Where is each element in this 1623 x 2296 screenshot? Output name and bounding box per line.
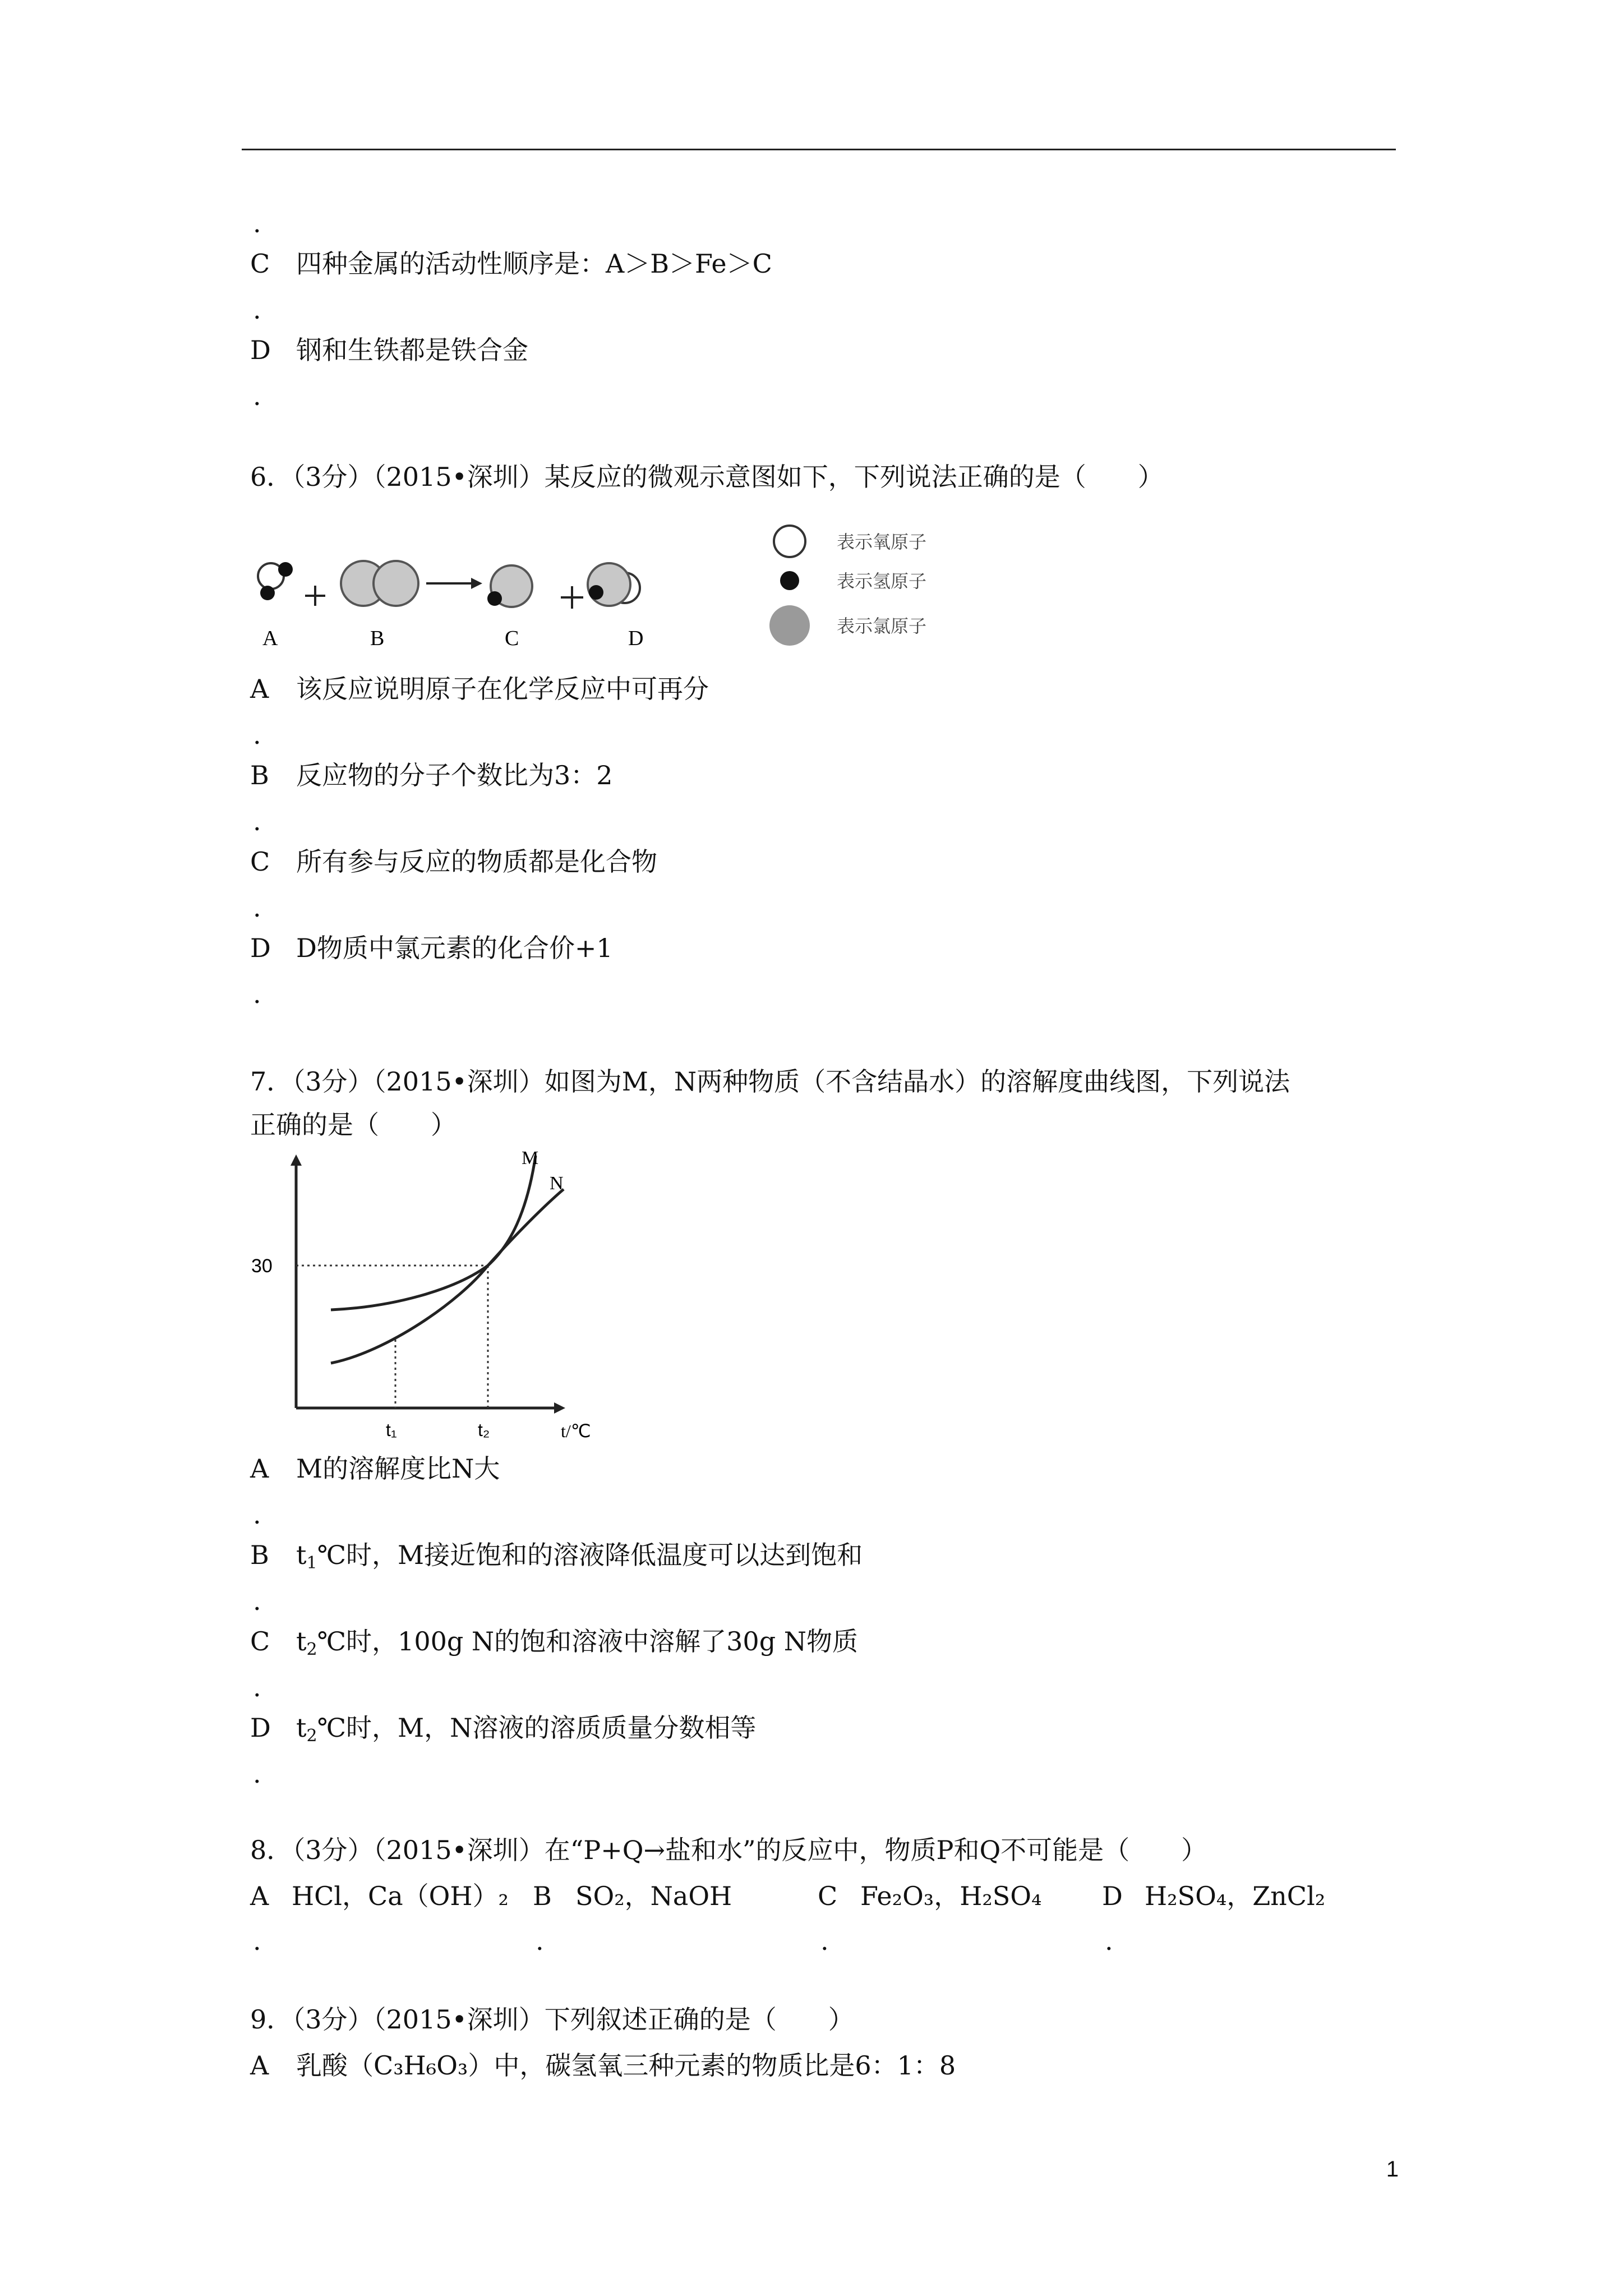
option-letter: A — [250, 1881, 269, 1911]
option-letter: C — [250, 1626, 270, 1657]
option-dot: . — [253, 381, 261, 411]
legend-label: 表示氯原子 — [837, 615, 927, 637]
option-letter: C — [250, 846, 270, 877]
diagram-label: D — [628, 627, 644, 650]
option-text: SO₂，NaOH — [575, 1881, 732, 1911]
molecule-c — [487, 565, 532, 607]
solubility-chart — [247, 1150, 606, 1447]
option-text: $t_2℃$时，100g N的饱和溶液中溶解了30g N物质 — [296, 1626, 859, 1659]
series-m-curve — [331, 1156, 536, 1310]
option-letter: A — [250, 2050, 269, 2081]
option-dot: . — [253, 720, 261, 750]
legend — [769, 526, 926, 646]
option-letter: D — [250, 933, 271, 963]
diagram-label: C — [505, 627, 519, 650]
option-text: $t_2℃$时，M，N溶液的溶质质量分数相等 — [296, 1713, 757, 1746]
question-stem: 8．（3分）（2015•深圳）在“P+Q→盐和水”的反应中，物质P和Q不可能是（ ） — [250, 1835, 1207, 1865]
option-dot: . — [253, 892, 261, 923]
option-dot: . — [253, 1499, 261, 1530]
option-letter: D — [250, 1713, 271, 1743]
option-dot: . — [253, 1586, 261, 1616]
question-stem: 9．（3分）（2015•深圳）下列叙述正确的是（ ） — [250, 2004, 854, 2035]
series-label: N — [550, 1173, 564, 1194]
y-tick-label: 30 — [251, 1255, 273, 1277]
page-number: 1 — [1386, 2157, 1399, 2182]
option-dot: . — [820, 1926, 829, 1956]
molecule-d — [588, 563, 640, 606]
diagram-label: A — [262, 627, 278, 650]
option-text: M的溶解度比N大 — [296, 1453, 500, 1484]
x-tick-label: t₁ — [386, 1420, 397, 1440]
question-stem: 7．（3分）（2015•深圳）如图为M，N两种物质（不含结晶水）的溶解度曲线图，下列说法 — [250, 1066, 1290, 1097]
option-dot: . — [253, 208, 261, 238]
question-stem: 正确的是（ ） — [250, 1110, 457, 1140]
reaction-diagram — [241, 513, 970, 659]
option-letter: B — [250, 1540, 269, 1570]
option-text: 四种金属的活动性顺序是：A＞B＞Fe＞C — [296, 249, 772, 279]
option-dot: . — [253, 295, 261, 325]
option-text: Fe₂O₃，H₂SO₄ — [860, 1881, 1042, 1911]
legend-label: 表示氧原子 — [837, 531, 927, 553]
option-dot: . — [253, 1759, 261, 1789]
option-letter: A — [250, 1453, 269, 1484]
option-dot: . — [253, 806, 261, 836]
x-axis-label: t/℃ — [561, 1421, 591, 1441]
diagram-label: B — [370, 627, 385, 650]
option-text: 所有参与反应的物质都是化合物 — [296, 846, 657, 877]
option-text: $t_1℃$时，M接近饱和的溶液降低温度可以达到饱和 — [296, 1540, 863, 1573]
option-text: HCl，Ca（OH）₂ — [292, 1881, 509, 1911]
arrow-icon — [426, 578, 482, 589]
series-n-curve — [331, 1189, 564, 1363]
plus-icon — [561, 586, 583, 609]
option-dot: . — [1105, 1926, 1113, 1956]
option-letter: A — [250, 674, 269, 704]
option-dot: . — [536, 1926, 544, 1956]
molecule-a — [258, 562, 293, 600]
option-dot: . — [253, 979, 261, 1009]
plus-icon — [305, 586, 325, 606]
x-tick-label: t₂ — [478, 1420, 490, 1440]
header-rule — [242, 149, 1396, 150]
option-text: 反应物的分子个数比为3：2 — [296, 760, 613, 790]
option-letter: D — [1102, 1881, 1123, 1911]
option-letter: C — [250, 249, 270, 279]
option-text: 乳酸（C₃H₆O₃）中，碳氢氧三种元素的物质比是6：1：8 — [296, 2050, 956, 2081]
option-letter: B — [250, 760, 269, 790]
option-text: 钢和生铁都是铁合金 — [296, 335, 528, 365]
option-text: 该反应说明原子在化学反应中可再分 — [296, 674, 709, 704]
option-dot: . — [253, 1926, 261, 1956]
option-dot: . — [253, 1672, 261, 1703]
option-text: D物质中氯元素的化合价+1 — [296, 933, 613, 963]
option-letter: C — [818, 1881, 838, 1911]
option-text: H₂SO₄，ZnCl₂ — [1145, 1881, 1326, 1911]
legend-label: 表示氢原子 — [837, 570, 927, 592]
molecule-b — [341, 561, 418, 606]
option-letter: B — [533, 1881, 552, 1911]
question-stem: 6．（3分）（2015•深圳）某反应的微观示意图如下，下列说法正确的是（ ） — [250, 462, 1164, 492]
option-letter: D — [250, 335, 271, 365]
series-label: M — [522, 1150, 539, 1168]
